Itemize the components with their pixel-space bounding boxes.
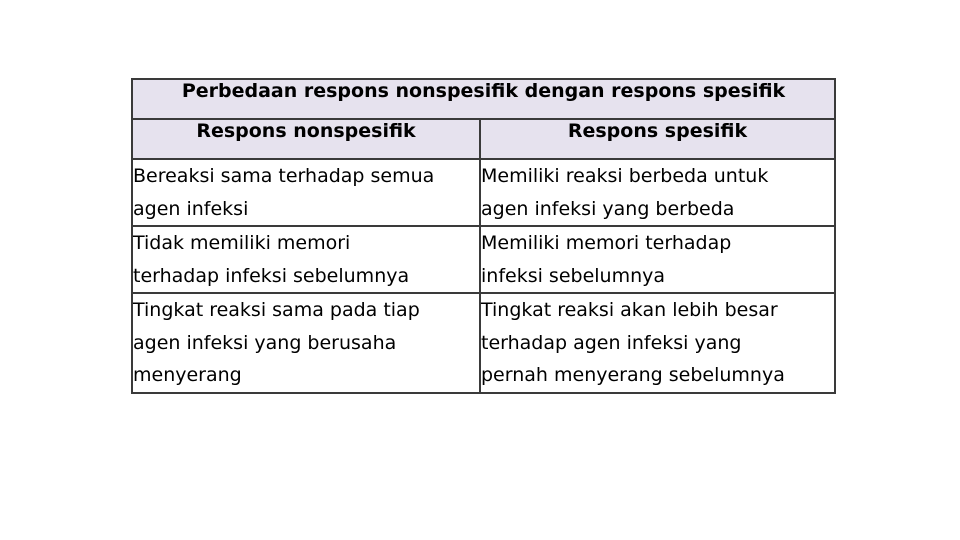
cell-line: Tingkat reaksi akan lebih besar <box>481 299 778 321</box>
cell-line: infeksi sebelumnya <box>481 264 666 287</box>
table-title: Perbedaan respons nonspesifik dengan respons spesifik <box>132 79 835 119</box>
cell-line: Memiliki reaksi berbeda untuk <box>481 165 769 187</box>
cell-line: menyerang <box>133 364 242 386</box>
cell-nonspecific <box>132 293 480 393</box>
comparison-table <box>131 78 836 394</box>
title-row <box>132 79 835 119</box>
header-row <box>132 119 835 159</box>
cell-specific <box>480 159 835 226</box>
table-row <box>132 293 835 393</box>
cell-nonspecific <box>132 226 480 293</box>
header-specific: Respons spesifik <box>480 119 835 159</box>
cell-line: Bereaksi sama terhadap semua <box>133 165 435 187</box>
cell-specific <box>480 293 835 393</box>
cell-line: terhadap agen infeksi yang <box>481 331 742 354</box>
cell-line: agen infeksi yang berbeda <box>481 197 735 220</box>
cell-line: Tidak memiliki memori <box>133 232 351 254</box>
table-row <box>132 226 835 293</box>
cell-line: Tingkat reaksi sama pada tiap <box>133 299 420 321</box>
cell-line: agen infeksi yang berusaha <box>133 331 397 354</box>
cell-nonspecific <box>132 159 480 226</box>
cell-line: pernah menyerang sebelumnya <box>481 364 785 386</box>
cell-line: Memiliki memori terhadap <box>481 232 732 254</box>
cell-specific <box>480 226 835 293</box>
header-nonspecific: Respons nonspesifik <box>132 119 480 159</box>
table-row <box>132 159 835 226</box>
cell-line: terhadap infeksi sebelumnya <box>133 264 410 287</box>
cell-line: agen infeksi <box>133 197 249 220</box>
